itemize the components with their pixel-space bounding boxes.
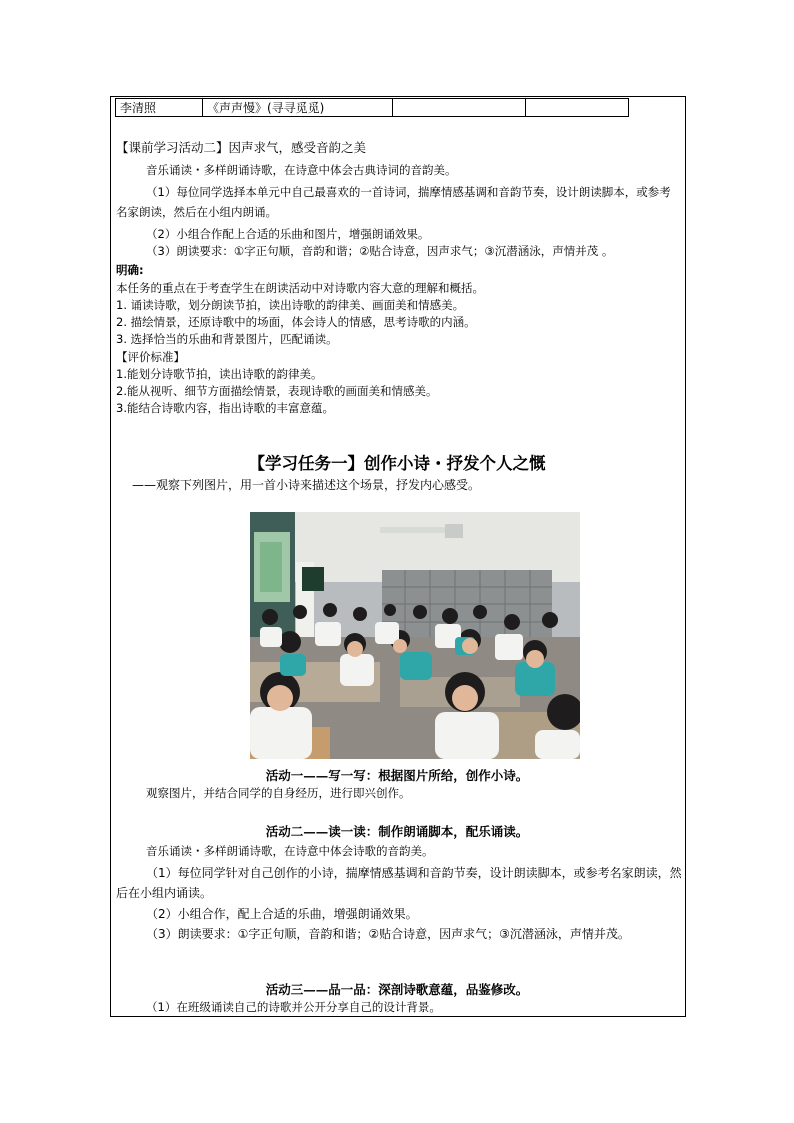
table-cell-empty-1 [393, 99, 526, 117]
activity2b-paragraph-3: （3）朗读要求：①字正句顺，音韵和谐；②贴合诗意，因声求气；③沉潜涵泳，声情并茂。 [146, 927, 630, 941]
activity2-paragraph-1: （1）每位同学选择本单元中自己最喜欢的一首诗词，揣摩情感基调和音韵节奏，设计朗读脚本，或参考名家朗读，然后在小组内朗诵。 [116, 185, 671, 219]
task1-title: 【学习任务一】创作小诗・抒发个人之慨 [248, 454, 546, 473]
activity2-heading: 【课前学习活动二】因声求气，感受音韵之美 [116, 140, 367, 155]
evaluation-item-1: 1.能划分诗歌节拍，读出诗歌的韵律美。 [116, 367, 323, 381]
activity2b-paragraph-2: （2）小组合作，配上合适的乐曲，增强朗诵效果。 [146, 907, 418, 921]
clarify-item-2: 2. 描绘情景，还原诗歌中的场面，体会诗人的情感，思考诗歌的内涵。 [116, 315, 476, 329]
table-cell-author: 李清照 [116, 99, 203, 117]
activity1-text: 观察图片，并结合同学的自身经历，进行即兴创作。 [146, 786, 411, 800]
evaluation-item-2: 2.能从视听、细节方面描绘情景，表现诗歌的画面美和情感美。 [116, 384, 438, 398]
clarify-item-1: 1. 诵读诗歌，划分朗读节拍，读出诗歌的韵律美、画面美和情感美。 [116, 298, 465, 312]
table-row [116, 99, 629, 117]
task1-subtitle: ——观察下列图片，用一首小诗来描述这个场景，抒发内心感受。 [132, 478, 481, 492]
clarify-label: 明确: [116, 263, 144, 277]
activity1-title: 活动一——写一写：根据图片所给，创作小诗。 [265, 768, 529, 783]
activity2-intro: 音乐诵读・多样朗诵诗歌，在诗意中体会古典诗词的音韵美。 [146, 163, 457, 177]
evaluation-item-3: 3.能结合诗歌内容，指出诗歌的丰富意蕴。 [116, 401, 334, 415]
evaluation-label: 【评价标准】 [116, 350, 185, 364]
table-cell-title: 《声声慢》(寻寻觅觅) [203, 99, 393, 117]
activity3-paragraph-1: （1）在班级诵读自己的诗歌并公开分享自己的设计背景。 [146, 1000, 441, 1014]
activity2b-intro: 音乐诵读・多样朗诵诗歌，在诗意中体会诗歌的音韵美。 [146, 844, 434, 858]
clarify-text: 本任务的重点在于考查学生在朗读活动中对诗歌内容大意的理解和概括。 [116, 281, 484, 295]
activity2b-paragraph-1: （1）每位同学针对自己创作的小诗，揣摩情感基调和音韵节奏，设计朗读脚本，或参考名家朗读，然后在小组内诵读。 [116, 866, 682, 900]
activity2-title: 活动二——读一读：制作朗诵脚本，配乐诵读。 [265, 824, 529, 839]
info-table [115, 98, 629, 117]
classroom-photo [250, 512, 580, 759]
activity2-paragraph-3: （3）朗读要求：①字正句顺，音韵和谐；②贴合诗意，因声求气；③沉潜涵泳，声情并茂 。 [146, 244, 614, 258]
activity2-paragraph-2: （2）小组合作配上合适的乐曲和图片，增强朗诵效果。 [146, 227, 430, 241]
clarify-item-3: 3. 选择恰当的乐曲和背景图片，匹配诵读。 [116, 332, 338, 346]
table-cell-empty-2 [526, 99, 629, 117]
activity3-title: 活动三——品一品：深剖诗歌意蕴，品鉴修改。 [265, 982, 529, 997]
